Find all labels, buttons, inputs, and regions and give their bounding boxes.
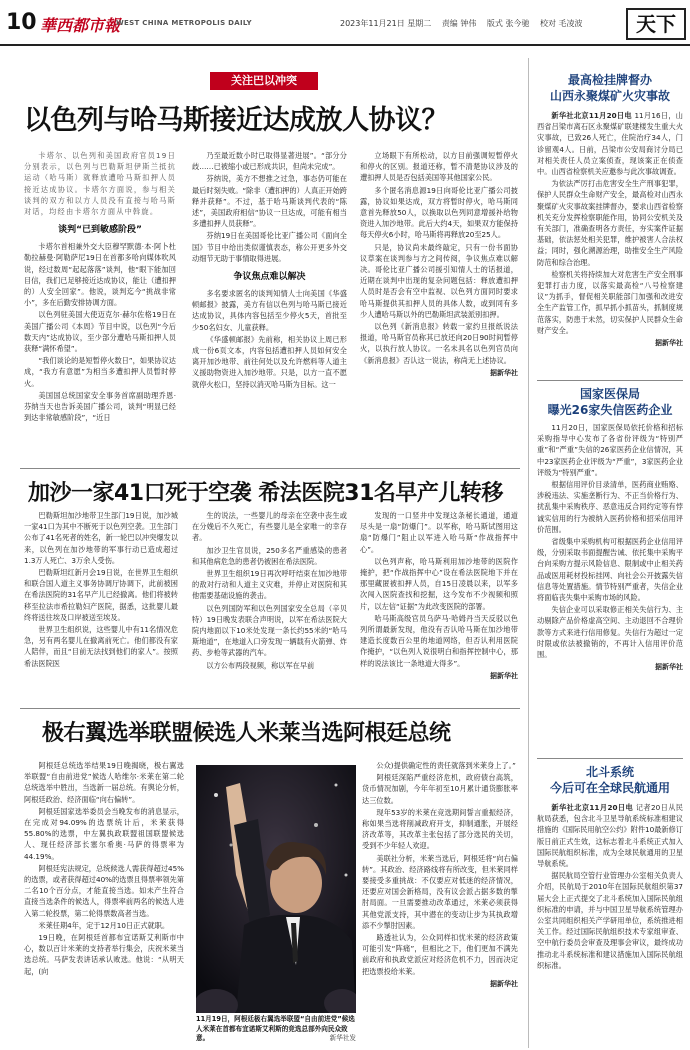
paragraph: 19日晚，在阿根廷首都布宜诺斯艾利斯市中心，数以百计米莱的支持者举行集会，庆祝米莱当选总统。马萨发表讲话承认败选。他说：“从明天起，(向 — [24, 933, 184, 976]
story2-column-2 — [192, 510, 347, 702]
page-number: 10 — [6, 10, 37, 35]
sidebar — [528, 58, 686, 1048]
story2-column-3 — [360, 510, 518, 706]
story2-headline: 加沙一家41口死于空袭 希法医院31名早产儿转移 — [28, 481, 503, 506]
side3-headline: 北斗系统 今后可在全球民航通用 — [549, 765, 670, 795]
story2-column-1 — [24, 510, 178, 702]
paragraph: 立场眼下有所松动，以方目前强调短暂停火和停火的区别。报道还称，暂不清楚协议涉及的遭扣押人员是否包括美国等其他国家公民。 — [360, 151, 518, 183]
paragraph: 米莱任期4年，定于12月10日正式就职。 — [38, 920, 170, 930]
story1-subhead-1: 谈判“已到敏感阶段” — [58, 225, 142, 236]
story3-headline: 极右翼选举联盟候选人米莱当选阿根廷总统 — [42, 721, 451, 746]
paragraph: 检察机关将持续加大对危害生产安全刑事犯罪打击力度，以落实最高检“八号检察建议”为抓手，督促相关职能部门加强和改进安全生产监管工作，抓早抓小抓苗头，抓制度规范落实，防患于未然，切实保护人民群众生命财产安全。 — [537, 269, 683, 335]
paragraph: 阿根廷深陷严重经济危机，政府债台高筑，货币情况加剧，今年年初至10月累计通货膨胀率达三位数。 — [362, 773, 518, 805]
paragraph: 阿根廷国家选举委员会当晚发布的消息显示，在完成对94.09%的选票统计后，米莱获得55.80%的选票，中左翼执政联盟祖国联盟候选人、现任经济部长塞尔希奥·马萨的得票率为44.19%。 — [24, 806, 184, 861]
story1-kicker: 关注巴以冲突 — [210, 72, 318, 90]
side2-body — [537, 422, 683, 752]
paragraph: 公众)提供确定性的责任就落到米莱身上了。” — [376, 761, 516, 770]
story1-column-3 — [360, 150, 518, 466]
side1-body — [537, 110, 683, 426]
story3-column-1 — [24, 760, 184, 1040]
paragraph: 根据信用评价目录清单，医药商业贿赂、涉税违法、实施垄断行为、不正当价格行为、扰乱集中采购秩序、恶意违反合同约定等有悖诚实信用的行为被纳入医药价格和招采信用评价范围。 — [537, 480, 683, 534]
side1-dateline: 新华社北京11月20日电 — [551, 111, 632, 120]
story1-subhead-2: 争议焦点难以解决 — [233, 272, 306, 283]
paragraph: 发现的一口竖井中发现这条秘长通道，通道尽头是一扇“防爆门”。以军称，哈马斯试图用这扇“防爆门”阻止以军进入哈马斯“作战指挥中心”。 — [360, 511, 518, 554]
paragraph: 11月16日，山西省吕梁市离石区永聚煤矿联建楼发生重大火灾事故，已致26人死亡，住院治疗34人，门诊留观4人。日前，吕梁市公安局商讨分局已对相关责任人员立案侦查，现该案正在侦查中。山西省检察机关应邀参与此次事故调查。 — [537, 111, 683, 177]
paragraph: 现年53岁的米莱在竞选期间誓言重振经济，称如果当选将削减政府开支，抑制通胀，开展经济改革等，其改革主张包括了部分选民的关切，受到不少年轻人欢迎。 — [362, 807, 518, 851]
paragraph: 记者20日从民航局获悉，包含北斗卫星导航系统标准相建议措施的《国际民用航空公约》附件10最新修订版日前正式生效，这标志着北斗系统正式加入国际民航组织标准，成为全球民航通用的卫星导航系统。 — [537, 803, 683, 869]
paragraph: 世界卫生组织说，这些婴儿中有11名情况危急，另有两名婴儿在撤离前死亡。他们都没有家人陪伴，而且“目前无法找到他们的家人”。按照希法医院医 — [24, 625, 178, 668]
story1-headline: 以色列与哈马斯接近达成放人协议？ — [24, 105, 448, 136]
paragraph: “我们谈论的是短暂停火数日”，如果协议达成，“我方有意愿”为相当多遭扣押人员暂时停火。 — [24, 356, 176, 388]
paragraph: 据民航局空管行业管理办公室相关负责人介绍，民航局于2010年在国际民航组织第37届大会上正式提交了北斗系统加入国际民航组织标准的申请，并与中国卫星导航系统管理办公室共同组织相关产学研用单位，系统推进相关工作。经过国际民航组织技术专家组审查、空中航行委员会审查及理事会审议，最终成功推动北斗系统标准和建议措施加入国际民航组织标准。 — [537, 871, 683, 970]
side2-source: 据新华社 — [655, 663, 683, 672]
story1-column-1 — [24, 150, 176, 450]
paragraph: 阿根廷总统选举结果19日晚揭晓，极右翼选举联盟“自由前进党”候选人哈维尔·米莱在第二轮总统选举中胜出，当选新一届总统。有舆论分析，阿根廷政治、经济面临“向右偏转”。 — [24, 761, 184, 804]
story1-column-2 — [192, 150, 347, 450]
designer: 版式 张今驰 — [486, 19, 530, 28]
paragraph: 美联社分析，米莱当选后，阿根廷将“向右偏转”。其政治、经济路线将有所改变，但米莱同样要接受多重挑战：不仅要应对低迷的经济情况，还要应对国会新格局，没有议会派占据多数的掣肘局面。一旦需要推动改革通过，米莱必须获得其他党派支持，其中潜在的变动让步为其执政增添不少掣肘因素。 — [362, 853, 518, 930]
story3-photo-caption — [196, 1015, 356, 1044]
side2-header — [537, 386, 683, 426]
paragraph: 芬纳19日在美国哥伦比亚广播公司《面向全国》节目中给出类似谨慎表态，称公开更多外交动细节无助于事情取得进展。 — [192, 231, 347, 263]
editor: 责编 钟伟 — [441, 19, 477, 28]
paragraph: 以色列《新消息报》转载一家约旦报纸说法报道，哈马斯官员称其已放还向20日90时间暂停火，以执行放人协议。一名未具名以色列官员向《新消息报》否认这一说法，称尚无上述协议。 — [360, 322, 518, 365]
paragraph: 巴勒斯坦红新月会19日说，在世界卫生组织和联合国人道主义事务协调厅协调下，此前被困在希法医院的31名早产儿已经撤离。他们将被转移至拉法市希拉勒妇产医院，据悉，这批婴儿最终将送往埃及口岸被送至埃及。 — [24, 568, 178, 622]
side3-dateline: 新华社北京11月20日电 — [551, 803, 634, 812]
paragraph: 《华盛顿邮报》先前称，相关协议上周已形成一份6页文本，内容包括遭扣押人员如何安全离开加沙地带、前往何处以及允许燃料等人道主义援助物资进入加沙地带。只是，以方一直不愿就停火松口，坚持以消灭哈马斯为目标。这一 — [192, 334, 347, 389]
paragraph: 哈马斯高级官员乌萨马·哈姆丹当天反驳以色列所谓最新发现，他没有否认哈马斯在加沙地带建造长度数百公里的地道网络，但否认利用医院作掩护，“以色列人说很明白和指挥控制中心，那样的说法该比一条地道大得多”。 — [360, 613, 518, 668]
paragraph: 乃至最近数小时已取得显著进展”。“部分分歧……已被缩小或已形成共识，但尚未完成”。 — [192, 151, 347, 172]
paragraph: 巴勒斯坦加沙地带卫生部门19日说，加沙城一家41口为其中不断死于以色列空袭。卫生部门公布了41名死者的姓名，新一轮巴以冲突爆发以来，以色列在加沙地带的军事行动已造成超过1.3万人死亡、3万余人受伤。 — [24, 511, 178, 565]
story3-source: 据新华社 — [490, 979, 518, 988]
story1-source: 据新华社 — [490, 368, 518, 377]
side3-body — [537, 802, 683, 1046]
paragraph: 失信企业可以采取修正相关失信行为、主动剔除产品价格虚高空间、主动退回不合理价款等方式来进行信用修复。失信行为超过一定时限或依法被撤销的，不再计入信用评价范围。 — [537, 605, 683, 660]
divider — [537, 758, 683, 759]
side1-header — [537, 72, 683, 112]
paragraph: 卡塔尔首相兼外交大臣穆罕默德·本·阿卜杜勒拉赫曼·阿勒萨尼19日在首都多哈向媒体吹风说，经过数周“起起落落”谈判，他“眼下能加回目信，我们已足够接近达成协议，能让（遭扣押的）人安全回家”。他说，谈判迄今“挑战非常小”，多在后勤安排协调方面。 — [24, 242, 176, 308]
side3-header — [537, 764, 683, 804]
page-header — [0, 0, 690, 46]
caption-text: 11月19日，阿根廷极右翼选举联盟“自由前进党”候选人米莱在首都布宜诺斯艾利斯的竞选总部外向民众致意。 — [196, 1015, 355, 1042]
paragraph: 生的说法，一些婴儿的母亲在空袭中丧生或在分娩后不久死亡，有些婴儿是全家唯一的幸存者。 — [192, 511, 347, 543]
paragraph: 以色列声称，哈马斯利用加沙地带的医院作掩护，把“作战指挥中心”设在希法医院地下并在那里藏匿被扣押人员，自15日凌晨以来，以军多次闯入医院查找和挖掘，这今发布不少视频和照片，以左信“证据”为此改变医院的部署。 — [360, 556, 518, 611]
paragraph: 多个匿名消息源19日向哥伦比亚广播公司披露，协议如果达成，双方将暂时停火，哈马斯同意首先释放50人，以换取以色列同意增援补给物资进入加沙地带。此后大约4天，如果双方能保持每天停火6小时，哈马斯将再释放20至25人。 — [360, 185, 518, 240]
caption-credit: 新华社发 — [329, 1034, 356, 1042]
paragraph: 美国国总统国家安全事务首席副助理乔恩·芬纳当天也告诉美国广播公司，谈判“明显已经到达非常敏感阶段”，“近日 — [24, 390, 176, 423]
paragraph: 为依法严厉打击危害安全生产刑事犯罪，保护人民群众生命财产安全，最高检对山西永聚煤矿火灾事故案挂牌督办，要求山西省检察机关充分发挥检察职能作用，协同公安机关及有关部门，准确查明各方责任，夯实案件证据基础，依法惩处相关犯罪，维护被害人合法权益；同时，强化溯源治理，助推安全生产风险防范和综合治理。 — [537, 179, 683, 267]
paragraph: 只是，协议尚未最终敲定，只有一份书面协议草案在谈判参与方之间传阅，争议焦点难以解决。哥伦比亚广播公司援引知情人士的话报道，近期在谈判中出现的复杂问题包括：释放遭扣押人员时是否会有空中监视、以色列方面同时要求哈马斯提供其扣押人员的具体人数，或到同有多少人遭哈马斯以外的巴勒斯坦武装派别扣押。 — [360, 242, 518, 319]
newspaper-logo: 華西都市報 — [40, 16, 121, 35]
paragraph: 11月20日，国家医保局依托价格和招标采购指导中心发布了各省份评级为“特别严重”和“严重”失信的26家医药企业信情况，其中23家医药企业评级为“严重”，3家医药企业评级为“特别严重”。 — [537, 423, 683, 477]
story3-column-3 — [362, 760, 518, 1040]
header-info — [340, 18, 591, 29]
story3-photo — [196, 765, 356, 1013]
newspaper-logo-en: WEST CHINA METROPOLIS DAILY — [116, 19, 252, 27]
side1-source: 据新华社 — [655, 339, 683, 348]
paragraph: 省级集中采购机构可根据医药企业信用评级，分别采取书面提醒告诫、依托集中采购平台向采购方提示风险信息、限制或中止相关药品或医用耗材投标挂网、向社会公开披露失信信息等处置措施。情节特别严重者，失信企业将面临丧失集中采购市场的风险。 — [537, 537, 683, 603]
side1-headline: 最高检挂牌督办 山西永聚煤矿火灾事故 — [549, 73, 670, 103]
paragraph: 多名要求匿名的谈判知情人士向美国《华盛顿邮报》披露，美方有信以色列与哈马斯已接近达成协议，具体内容包括至少停火5天，首批至少50名妇女、儿童获释。 — [192, 289, 347, 332]
divider — [537, 380, 683, 381]
paragraph: 以色列国防军和以色列国家安全总局（辛贝特）19日晚发表联合声明说，以军在希法医院大院内地面以下10米处发现一条长约55米的“哈马斯地道”，在地道入口旁发现一辆载有火箭弹、炸药、步枪等武器的汽车。 — [192, 603, 347, 658]
paragraph: 芬纳说，美方不想推之过急，事态仍可能在最后时刻失败。“除非（遭扣押的）人真正开始跨释并获释”。不过，基于哈马斯谈判代表的“陈述”，美国政府相信“协议一旦达成，可能有相当多遭扣押人员获释”。 — [192, 174, 347, 229]
divider — [20, 708, 520, 709]
milei-photo-illustration — [196, 765, 356, 1013]
paragraph: 以方公布两段视频，称以军在早前 — [206, 660, 315, 670]
paragraph: 加沙卫生官员说，250多名严重感染的患者和其他病危急的患者仍被困在希法医院。 — [192, 545, 347, 566]
issue-date: 2023年11月21日 星期二 — [340, 19, 432, 28]
paragraph: 路透社认为，公众同样扣忧米莱的经济政策可能引发“阵痛”，但相比之下，他们更加不满先前政府和执政党派应对经济危机不力，因而决定把选票投给米莱。 — [362, 933, 518, 976]
divider — [20, 468, 520, 469]
proofreader: 校对 毛凌波 — [540, 19, 583, 28]
section-tag: 天下 — [626, 8, 686, 40]
story1-lead: 卡塔尔、以色列和美国政府官员19日分别表示，以色列与巴勒斯坦伊斯兰抵抗运动（哈马斯）就释放遭哈马斯扣押人员接近达成协议。卡塔尔方面说，参与相关谈判的双方和以方人员没有直接与哈马斯对话，均经由卡塔尔方面从中斡旋。 — [24, 151, 176, 217]
paragraph: 世界卫生组织19日再次呼吁结束在加沙地带的敌对行动和人道主义灾难，并停止对医院和其他需要基础设施的袭击。 — [192, 569, 347, 601]
paragraph: 阿根廷宪法规定，总统候选人需获得超过45%的选票，或者获得超过40%的选票且得票率领先第二名10个百分点，才能直接当选。如未产生符合直接当选条件的候选人，得票率前两名的候选人进入第二轮投票，第二轮得票数高者当选。 — [24, 863, 184, 918]
paragraph: 以色列驻美国大使迈克尔·赫尔佐格19日在美国广播公司《本周》节目中说，以色列“今后数天内”达成协议，至少部分遭哈马斯扣押人员获释“满怀希望”。 — [24, 310, 176, 354]
side2-headline: 国家医保局 曝光26家失信医药企业 — [547, 387, 673, 417]
story2-source: 据新华社 — [490, 671, 518, 680]
